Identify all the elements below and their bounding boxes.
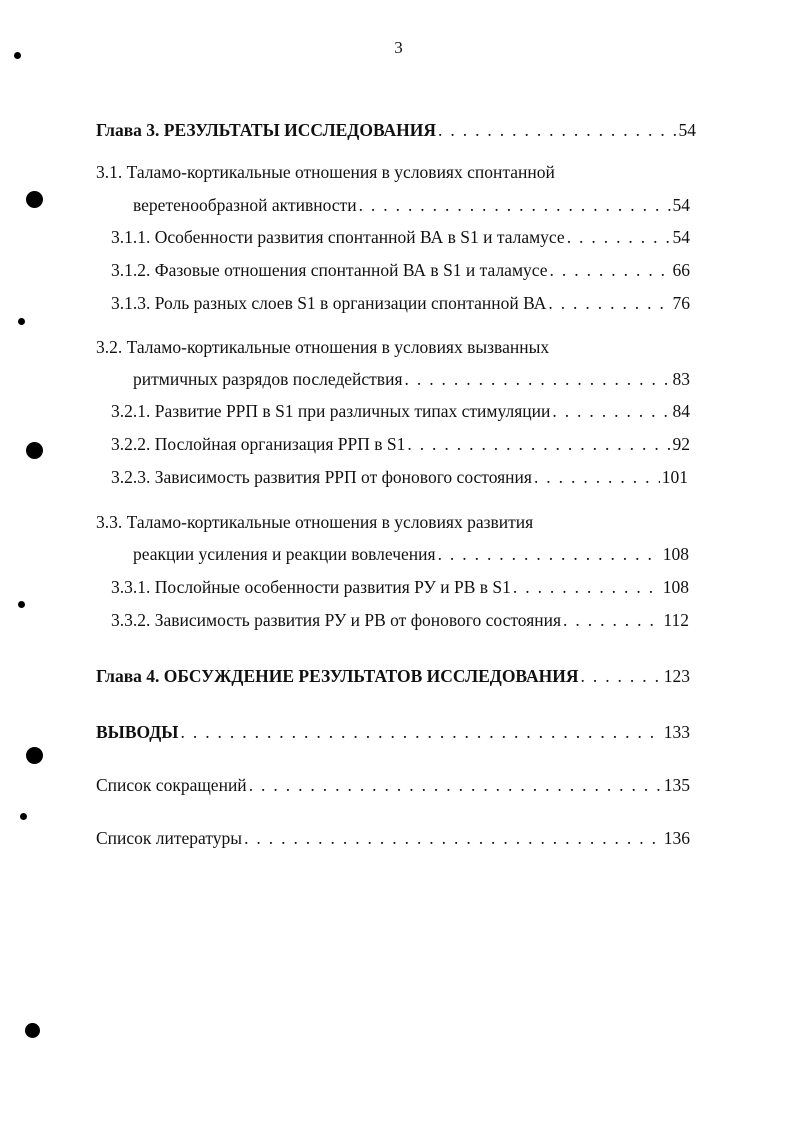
toc-abbreviations-title: Список сокращений [96, 775, 247, 795]
toc-abbreviations-page: 135 [663, 775, 690, 795]
toc-chapter-4-page: 123 [663, 666, 690, 686]
toc-item-title: 3.2.2. Послойная организация РРП в S1 [111, 434, 406, 454]
toc-leader-dots [438, 542, 661, 566]
toc-section-3-3 [133, 542, 689, 566]
toc-item-3-2-2 [111, 432, 690, 456]
toc-leader-dots [249, 773, 662, 797]
toc-item-page: 54 [672, 227, 690, 247]
toc-chapter-3-title: Глава 3. РЕЗУЛЬТАТЫ ИССЛЕДОВАНИЯ [96, 120, 437, 140]
toc-section-3-1-heading: 3.1. Таламо-кортикальные отношения в условиях спонтанной [96, 162, 555, 182]
toc-chapter-3-page: 54 [678, 120, 696, 140]
toc-references [96, 826, 690, 850]
toc-leader-dots [548, 291, 670, 315]
punch-hole-mark [26, 442, 43, 459]
toc-references-page: 136 [663, 828, 690, 848]
toc-item-3-2-1 [111, 399, 690, 423]
punch-hole-mark [26, 747, 43, 764]
toc-leader-dots [581, 664, 662, 688]
toc-leader-dots [513, 575, 661, 599]
toc-leader-dots [550, 258, 671, 282]
toc-chapter-3 [96, 118, 696, 142]
punch-hole-mark [18, 318, 25, 325]
punch-hole-mark [25, 1023, 40, 1038]
toc-item-3-3-1 [111, 575, 689, 599]
toc-item-title: 3.1.2. Фазовые отношения спонтанной ВА в S1 и таламусе [111, 260, 548, 280]
toc-leader-dots [359, 193, 671, 217]
toc-leader-dots [534, 465, 660, 489]
toc-item-page: 101 [661, 467, 688, 487]
page-number: 3 [394, 38, 403, 57]
toc-item-3-3-2 [111, 608, 689, 632]
toc-leader-dots [563, 608, 661, 632]
toc-item-page: 84 [672, 401, 690, 421]
toc-conclusions-title: ВЫВОДЫ [96, 722, 179, 742]
toc-references-title: Список литературы [96, 828, 243, 848]
toc-item-title: 3.3.2. Зависимость развития РУ и РВ от фонового состояния [111, 610, 562, 630]
punch-hole-mark [26, 191, 43, 208]
toc-leader-dots [244, 826, 662, 850]
toc-leader-dots [181, 720, 662, 744]
toc-leader-dots [407, 432, 670, 456]
toc-item-page: 66 [672, 260, 690, 280]
toc-item-title: 3.2.3. Зависимость развития РРП от фонового состояния [111, 467, 532, 487]
punch-hole-mark [18, 601, 25, 608]
toc-item-3-1-1 [111, 225, 690, 249]
punch-hole-mark [14, 52, 21, 59]
toc-section-3-2-title: ритмичных разрядов последействия [133, 369, 403, 389]
toc-item-title: 3.1.1. Особенности развития спонтанной ВА в S1 и таламусе [111, 227, 565, 247]
toc-chapter-4-title: Глава 4. ОБСУЖДЕНИЕ РЕЗУЛЬТАТОВ ИССЛЕДОВАНИЯ [96, 666, 579, 686]
punch-hole-mark [20, 813, 27, 820]
toc-item-page: 92 [672, 434, 690, 454]
toc-section-3-1 [133, 193, 690, 217]
toc-section-3-1-title: веретенообразной активности [133, 195, 357, 215]
toc-leader-dots [567, 225, 671, 249]
toc-section-3-2-page: 83 [672, 369, 690, 389]
toc-section-3-2 [133, 367, 690, 391]
toc-section-3-1-page: 54 [672, 195, 690, 215]
toc-item-page: 112 [663, 610, 689, 630]
toc-item-3-1-2 [111, 258, 690, 282]
toc-item-title: 3.3.1. Послойные особенности развития РУ и РВ в S1 [111, 577, 511, 597]
toc-section-3-2-heading: 3.2. Таламо-кортикальные отношения в условиях вызванных [96, 337, 550, 357]
toc-abbreviations [96, 773, 690, 797]
toc-item-title: 3.2.1. Развитие РРП в S1 при различных типах стимуляции [111, 401, 551, 421]
toc-item-page: 108 [662, 577, 689, 597]
toc-conclusions [96, 720, 690, 744]
toc-leader-dots [405, 367, 671, 391]
toc-item-title: 3.1.3. Роль разных слоев S1 в организации спонтанной ВА [111, 293, 547, 313]
toc-chapter-4 [96, 664, 690, 688]
toc-leader-dots [552, 399, 670, 423]
toc-item-3-1-3 [111, 291, 690, 315]
toc-leader-dots [438, 118, 676, 142]
toc-section-3-3-heading: 3.3. Таламо-кортикальные отношения в условиях развития [96, 512, 534, 532]
toc-section-3-3-page: 108 [662, 544, 689, 564]
toc-section-3-3-title: реакции усиления и реакции вовлечения [133, 544, 436, 564]
toc-item-page: 76 [672, 293, 690, 313]
toc-conclusions-page: 133 [663, 722, 690, 742]
toc-item-3-2-3 [111, 465, 688, 489]
